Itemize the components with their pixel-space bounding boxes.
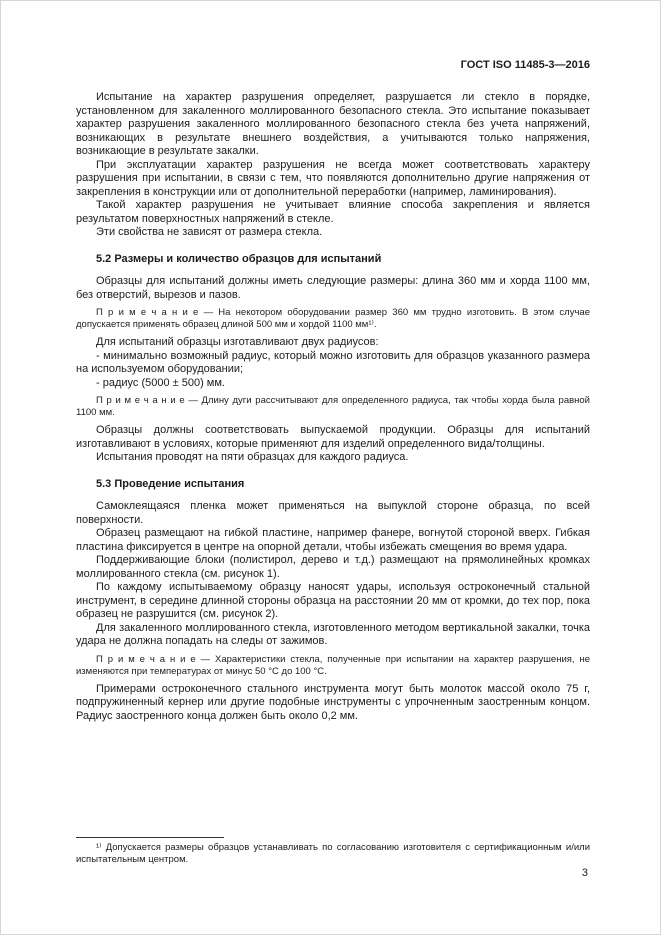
paragraph: При эксплуатации характер разрушения не всегда может соответствовать характеру разрушения при испытании, в связи с тем, что появляются дополнительно другие напряжения от закрепления в конструкции или от дополнительной переработки (например, ламинирования). — [76, 158, 590, 198]
paragraph: Образцы для испытаний должны иметь следующие размеры: длина 360 мм и хорда 1100 мм, без отверстий, вырезов и пазов. — [76, 275, 590, 301]
document-header: ГОСТ ISO 11485-3—2016 — [460, 59, 590, 71]
paragraph: Такой характер разрушения не учитывает влияние способа закрепления и является результатом поверхностных напряжений в стекле. — [76, 199, 590, 225]
paragraph: Самоклеящаяся пленка может применяться на выпуклой стороне образца, по всей поверхности. — [76, 500, 590, 526]
list-item-dash: - минимально возможный радиус, который можно изготовить для образцов указанного размера на используемом оборудовании; — [76, 349, 590, 375]
paragraph: Образцы должны соответствовать выпускаемой продукции. Образцы для испытаний изготавливают в условиях, которые применяют для изделий определенного вида/толщины. — [76, 424, 590, 450]
paragraph: Для закаленного моллированного стекла, изготовленного методом вертикальной закалки, точка удара не должна попадать на следы от зажимов. — [76, 621, 590, 647]
note: П р и м е ч а н и е — Длину дуги рассчитывают для определенного радиуса, так чтобы хорда была равной 1100 мм. — [76, 395, 590, 418]
page-content — [76, 59, 590, 723]
paragraph: Образец размещают на гибкой пластине, например фанере, вогнутой стороной вверх. Гибкая пластина фиксируется в центре на опорной детали, чтобы избежать смещения во время удара. — [76, 527, 590, 553]
paragraph: Поддерживающие блоки (полистирол, дерево и т.д.) размещают на прямолинейных кромках моллированного стекла (см. рисунок 1). — [76, 554, 590, 580]
paragraph: Для испытаний образцы изготавливают двух радиусов: — [96, 336, 379, 348]
note: П р и м е ч а н и е — Характеристики стекла, полученные при испытании на характер разрушения, не изменяются при температурах от минус 50 °С до 100 °С. — [76, 653, 590, 677]
note: П р и м е ч а н и е — На некотором оборудовании размер 360 мм трудно изготовить. В этом случае допускается применять образец длиной 500 мм и хордой 1100 мм¹⁾. — [76, 307, 590, 330]
section-heading-5-3: 5.3 Проведение испытания — [96, 477, 245, 490]
paragraph: По каждому испытываемому образцу наносят удары, используя остроконечный стальной инструмент, в середине длинной стороны образца на расстоянии 20 мм от кромки, до тех пор, пока образец не разрушится (см. рисунок 2). — [76, 581, 590, 620]
paragraph: Испытания проводят на пяти образцах для каждого радиуса. — [96, 451, 409, 463]
paragraph: Примерами остроконечного стального инструмента могут быть молоток массой около 75 г, подпружиненный кернер или другие подобные инструменты с упрочненным заостренным концом. Радиус заостренного конца должен быть около 0,2 мм. — [76, 682, 590, 722]
footnote-block — [76, 837, 590, 866]
paragraph: Эти свойства не зависят от размера стекла. — [96, 226, 323, 238]
page-number: 3 — [581, 867, 588, 879]
paragraph: Испытание на характер разрушения определяет, разрушается ли стекло в порядке, установленном для закаленного моллированного безопасного стекла. Это испытание показывает характер разрушения закаленного моллированного безопасного стекла без учета напряжений, возникающих в результате внешнего воздействия, а учитываются только напряжения, возникающие в результате закалки. — [76, 91, 590, 157]
footnote-divider — [76, 837, 224, 838]
list-item-dash: - радиус (5000 ± 500) мм. — [96, 376, 225, 389]
section-heading-5-2: 5.2 Размеры и количество образцов для испытаний — [96, 252, 382, 265]
footnote-text: ¹⁾ Допускается размеры образцов устанавливать по согласованию изготовителя с сертификационным и/или испытательным центром. — [76, 842, 590, 865]
